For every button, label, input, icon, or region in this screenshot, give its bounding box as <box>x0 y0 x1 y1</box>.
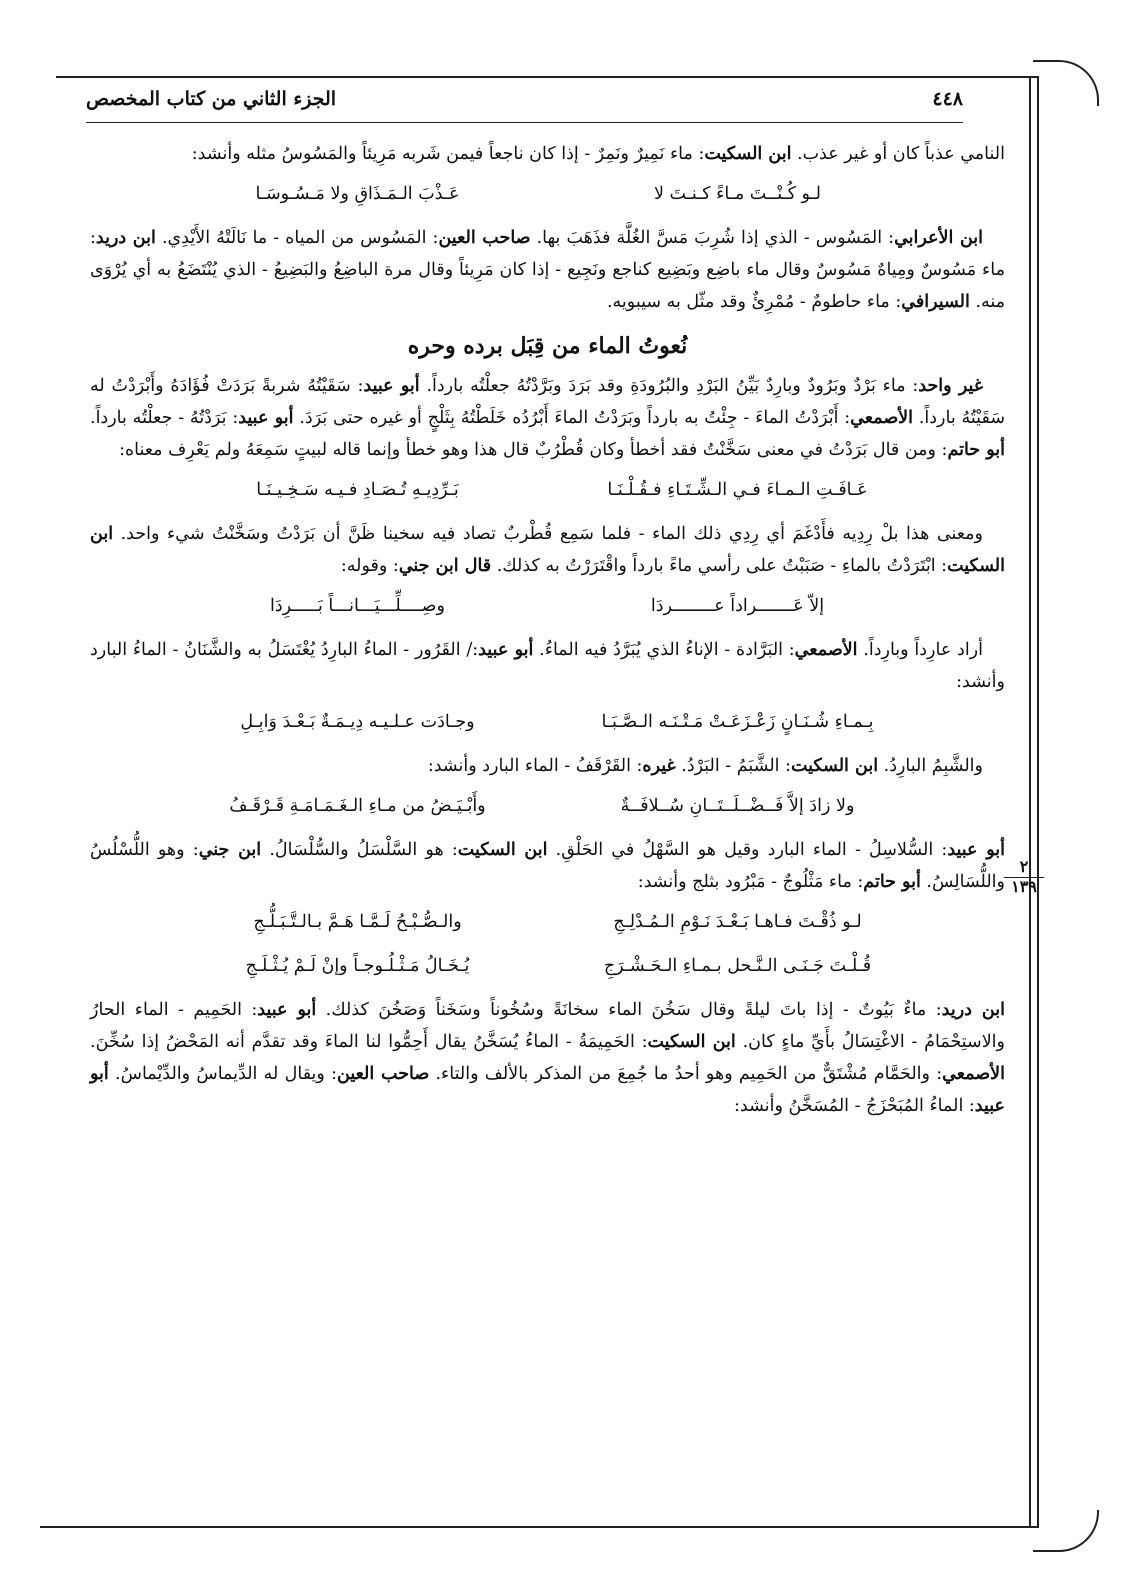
verse-hemistich: عَـافَـتِ الـمـاءَ فـي الـشِّـتَـاءِ فـقُـلْـنَـا <box>607 480 868 500</box>
header-rule <box>86 122 963 123</box>
verse <box>90 178 1005 210</box>
author-name: صاحب العين <box>438 228 531 248</box>
author-name: أبو عبيد <box>363 376 420 396</box>
author-name: ابن جني <box>198 840 262 860</box>
author-name: السيرافي <box>901 292 970 312</box>
author-name: ابن السكيت <box>704 144 792 164</box>
section-heading: نُعوتُ الماء من قِبَل برده وحره <box>407 333 688 359</box>
verse-hemistich: عَـذْبَ الـمَـذَاقِ ولا مَـسُـوسَـا <box>255 184 460 204</box>
paragraph: أبو عبيد: السُّلاسِلُ - الماء البارد وقيل هو السَّهْلُ في الحَلْقِ. ابن السكيت: هو السَّلْسَلُ والسُّلْسَالُ. ابن جني: وهو اللُّسْلُسُ واللُّسَالِسُ. أبو حاتم: ماء مَثْلُوجٌ - مَبْرُود بثلج وأنشد: <box>90 840 1005 892</box>
verse-hemistich: بَـرِّدِيـهِ تُـصَـادِ فـيـه سَـخِـيـنَـا <box>256 480 459 500</box>
paragraph: النامي عذباً كان أو غير عذب. ابن السكيت: ماء نَمِيرٌ ونَمِرٌ - إذا كان ناجعاً فيمن شَربه مَرِيئاً والمَسُوسُ مثله وأنشد: <box>191 144 1005 164</box>
author-name: أبو عبيد <box>90 1064 1005 1116</box>
author-name: ابن الأعرابي <box>894 228 983 248</box>
author-name: أبو حاتم <box>863 872 921 892</box>
author-name: قال ابن جني <box>398 556 492 576</box>
verse-hemistich: لـو كُـنْــتَ مـاءً كـنـتَ لا <box>653 184 822 204</box>
verse <box>90 706 1005 738</box>
author-name: ابن دريد <box>95 228 156 248</box>
verse-hemistich: وأَبْـيَـضُ من مـاءِ الـغَـمَـامَـةِ قَـرْقَـفُ <box>229 796 486 816</box>
paragraph: أراد عارِداً وبارِداً. الأصمعي: البَرَّادة - الإناءُ الذي يُبَرَّدُ فيه الماءُ. أبو عبيد:/ القَرُور - الماءُ البارِدُ يُغْتَسَلُ به والشَّنَانُ - الماءُ البارد وأنشد: <box>90 640 1005 692</box>
marginal-page-reference <box>1004 858 1044 896</box>
paragraph: ومعنى هذا بلْ رِدِيه فأَدْغَمَ أي رِدِي ذلك الماء - فلما سَمِع قُطْربٌ تصاد فيه سخينا ظَنَّ أن بَرَدْتُ وسَخَّنْتُ شيء واحد. ابن السكيت: ابْتَرَدْتُ بالماءِ - صَبَبْتُ على رأسي ماءً بارداً واقْتَرَرْتُ به كذلك. قال ابن جني: وقوله: <box>90 524 1005 576</box>
paragraph: غير واحد: ماء بَرْدٌ وبَرُودٌ وبارِدٌ بَيِّنُ البَرْدِ والبُرُودَةِ وقد بَرَدَ وبَرَّدْتُهُ جعلْتُه بارداً. أبو عبيد: سَقَيْتُهُ شربةً بَرَدَتْ فُؤَادَهُ وأَبْرَدْتُ له سَقَيْتُهُ بارداً. الأصمعي: أَبْرَدْتُ الماءَ - جِئْتُ به بارداً وبَرَدْتُ الماءَ أَبْرُدُه خَلَطْتُهُ بِثَلْجٍ أو غيره حتى بَرَدَ. أبو عبيد: بَرَدْتُهُ - جعلْتُه بارداً. أبو حاتم: ومن قال بَرَدْتُ في معنى سَخَّنْتُ فقد أخطأ وكان قُطْرُبٌ قال هذا وهو خطأ وإنما قاله لبيتٍ سَمِعَهُ ولم يَعْرِف معناه: <box>90 376 1005 460</box>
author-name: الأصمعي <box>942 1064 1005 1084</box>
author-name: ابن السكيت <box>647 1032 736 1052</box>
verse-hemistich: ولا زادَ إلاَّ فَــضْــلَــتَــانِ سُــلافَــةٌ <box>620 796 855 816</box>
author-name: أبو حاتم <box>947 440 1005 460</box>
page-header <box>86 84 963 114</box>
author-name: أبو عبيد <box>257 1000 317 1020</box>
paragraph: ابن الأعرابي: المَسُوس - الذي إذا شُرِبَ مَسَّ الغُلَّة فذَهَبَ بها. صاحب العين: المَسُوس من المياه - ما نَالَتْهُ الأَيْدِي. ابن دريد: ماء مَسُوسٌ ومِياهٌ مَسُوسٌ وقال ماء باضِع وبَضِيع كناجع ونَجِيع - إذا كان مَرِيئاً وقال مرة الباضِعُ والبَضِيعُ - الذي يُنْتَضَعُ به أي يُرْوَى منه. السيرافي: ماء حاطومٌ - مُمْرِئٌ وقد مثّل به سيبويه. <box>90 228 1005 312</box>
verse <box>90 790 1005 822</box>
marginal-bottom-number: ١٣٩ <box>1011 877 1037 896</box>
verse-hemistich: قُـلْـتَ جَـنَـى الـنَّـحل بـمـاءِ الـحَـشْـرَجِ <box>603 956 872 976</box>
page-frame-top <box>56 76 1039 78</box>
author-name: أبو عبيد <box>238 408 294 428</box>
page-frame-corner-top <box>1033 60 1099 106</box>
author-name: أبو عبيد <box>947 840 1005 860</box>
author-name: ابن دريد <box>941 1000 1005 1020</box>
page-frame-right <box>1029 76 1039 1526</box>
verse <box>90 590 1005 622</box>
verse <box>90 906 1005 938</box>
page-frame-bottom <box>40 1526 1039 1528</box>
author-name: ابن السكيت <box>457 840 548 860</box>
verse-hemistich: والـصُّـبْـحُ لَـمَّـا هَـمَّ بـالـتَّـبَـلُّـجِ <box>253 912 462 932</box>
author-name: أبو عبيد <box>478 640 534 660</box>
author-name: غيره <box>642 756 676 776</box>
verse-hemistich: إلاّ عَـــــــراداً عــــــــردَا <box>650 596 825 616</box>
author-name: ابن السكيت <box>90 524 1005 576</box>
author-name: الأصمعي <box>850 408 914 428</box>
verse-hemistich: يُـخَـالُ مَـثْـلُـوجـاً وإنْ لَـمْ يُـثْـلَـجِ <box>245 956 470 976</box>
verse-hemistich: وصِــــلِّـــيَـــانـــاً بَـــــرِدَا <box>270 596 445 616</box>
running-title: الجزء الثاني من كتاب المخصص <box>86 88 337 110</box>
verse-hemistich: لـو ذُقْـتَ فـاهـا بَـعْـدَ نَـوْمِ الـمُـدْلِـجِ <box>613 912 862 932</box>
author-name: ابن السكيت <box>790 756 879 776</box>
paragraph: ابن دريد: ماءٌ بَيُوتٌ - إذا باتَ ليلةً وقال سَخُنَ الماء سخانَةً وسُخُوناً وسَخَناً وَصَخُنَ كذلك. أبو عبيد: الحَمِيم - الماء الحارُ والاستِحْمَامُ - الاغْتِسَالُ بأَيِّ ماءٍ كان. ابن السكيت: الحَمِيمَةُ - الماءُ يُسَخَّنُ يقال أَحِمُّوا لنا الماءَ وقد تقدَّم أنه المَحْضُ إذا سُخِّنَ. الأصمعي: والحَمَّام مُشْتَقٌّ من الحَمِيم وهو أحدُ ما جُمِعَ من المذكر بالألف والتاء. صاحب العين: ويقال له الدِّيماسُ والدِّيْماسُ. أبو عبيد: الماءُ المُبَحْزَجُ - المُسَخَّنُ وأنشد: <box>90 1000 1005 1116</box>
verse-hemistich: بِـمـاءِ شُـنَـانٍ زَعْـزَعَـتْ مَـتْـنَـه الـصَّـبَـا <box>601 712 874 732</box>
page-frame-corner-bottom <box>1033 1510 1099 1552</box>
author-name: غير واحد <box>918 376 983 396</box>
verse <box>90 950 1005 982</box>
author-name: الأصمعي <box>794 640 858 660</box>
author-name: صاحب العين <box>337 1064 430 1084</box>
paragraph: والشَّبِمُ البارِدُ. ابن السكيت: الشَّبَمُ - البَرْدُ. غيره: القَرْقَفُ - الماء البارد وأنشد: <box>427 756 983 776</box>
marginal-top-number: ٢ <box>1004 858 1044 878</box>
verse-hemistich: وجـادَت عـلـيـه دِيـمَـةٌ بَـعْـدَ وَابِـلِ <box>240 712 475 732</box>
verse <box>90 474 1005 506</box>
main-text <box>90 138 1005 1128</box>
page-number: ٤٤٨ <box>932 88 963 110</box>
